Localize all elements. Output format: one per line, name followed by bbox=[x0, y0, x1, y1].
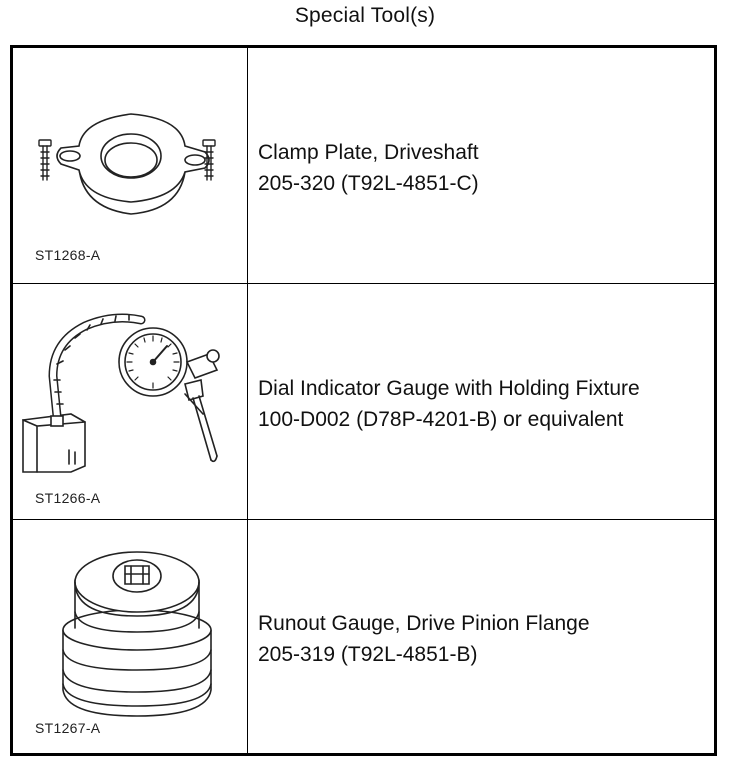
tool-image-cell bbox=[13, 48, 248, 283]
tool-part-number: 100-D002 (D78P-4201-B) or equivalent bbox=[258, 408, 624, 431]
tool-row bbox=[13, 284, 714, 520]
tool-name: Dial Indicator Gauge with Holding Fixture bbox=[258, 377, 640, 400]
tool-name: Clamp Plate, Driveshaft bbox=[258, 141, 479, 164]
tool-description-cell bbox=[248, 48, 714, 283]
dial-indicator-drawing bbox=[13, 284, 247, 519]
tool-part-number: 205-319 (T92L-4851-B) bbox=[258, 643, 478, 666]
tool-image-cell bbox=[13, 284, 248, 519]
tool-figure-ref: ST1267-A bbox=[35, 720, 101, 736]
tool-figure-ref: ST1266-A bbox=[35, 490, 101, 506]
tool-row bbox=[13, 520, 714, 753]
special-tools-table bbox=[10, 45, 717, 756]
tool-name: Runout Gauge, Drive Pinion Flange bbox=[258, 612, 590, 635]
tool-image-cell bbox=[13, 520, 248, 753]
tool-part-number: 205-320 (T92L-4851-C) bbox=[258, 172, 479, 195]
tool-description-cell bbox=[248, 284, 714, 519]
tool-figure-ref: ST1268-A bbox=[35, 247, 101, 263]
tool-row bbox=[13, 48, 714, 284]
tool-description-cell bbox=[248, 520, 714, 753]
page-title: Special Tool(s) bbox=[294, 4, 436, 27]
